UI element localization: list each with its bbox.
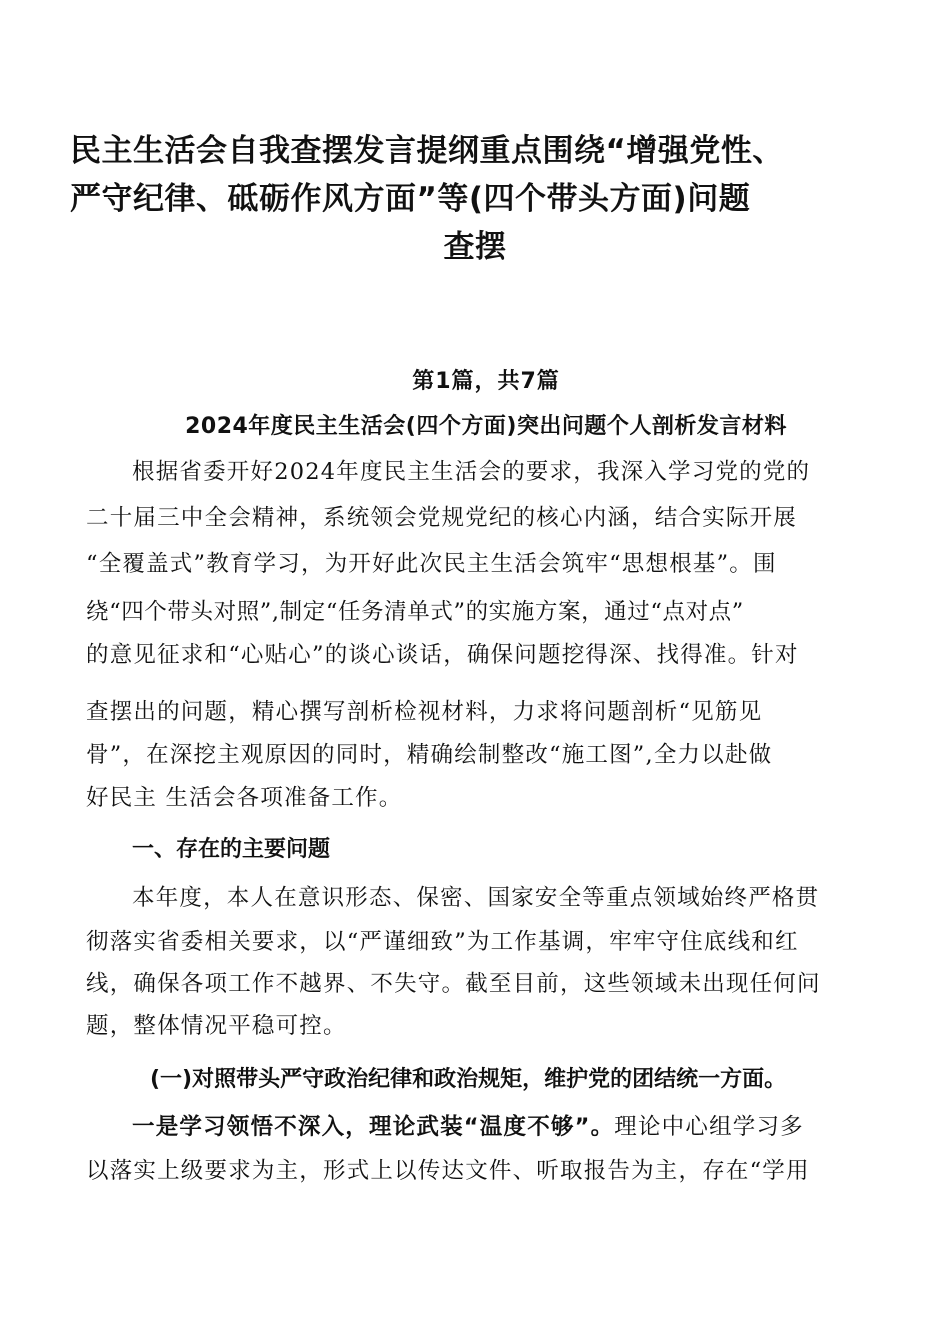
section-paragraph-line: 线，确保各项工作不越界、不失守。截至目前，这些领域未出现任何问 xyxy=(86,971,821,997)
intro-line: 的意见征求和“心贴心”的谈心谈话，确保问题挖得深、找得准。针对 xyxy=(86,642,799,668)
point-next-line: 以落实上级要求为主，形式上以传达文件、听取报告为主，存在“学用 xyxy=(86,1158,810,1184)
point-bold-lead: 一是学习领悟不深入，理论武装“温度不够”。 xyxy=(132,1114,615,1140)
intro-line: 查摆出的问题，精心撰写剖析检视材料，力求将问题剖析“见筋见 xyxy=(86,699,763,725)
intro-line: 好民主 生活会各项准备工作。 xyxy=(86,785,403,811)
point-text: 理论中心组学习多 xyxy=(614,1114,804,1140)
document-title-line-2: 严守纪律、砥砺作风方面”等(四个带头方面)问题 xyxy=(70,181,751,217)
section-paragraph-line: 题，整体情况平稳可控。 xyxy=(86,1013,347,1039)
section-paragraph-line: 彻落实省委相关要求，以“严谨细致”为工作基调，牢牢守住底线和红 xyxy=(86,929,799,955)
part-label: 第1篇，共7篇 xyxy=(412,369,560,394)
document-title-line-3: 查摆 xyxy=(443,229,507,265)
point-first-line xyxy=(132,1110,892,1144)
intro-line: “全覆盖式”教育学习，为开好此次民主生活会筑牢“思想根基”。围 xyxy=(86,551,777,577)
intro-line: 绕“四个带头对照”,制定“任务清单式”的实施方案，通过“点对点” xyxy=(86,599,744,625)
section-paragraph-line: 本年度，本人在意识形态、保密、国家安全等重点领域始终严格贯 xyxy=(132,885,820,911)
section-heading: 一、存在的主要问题 xyxy=(132,837,331,862)
intro-line: 根据省委开好2024年度民主生活会的要求，我深入学习党的党的 xyxy=(132,459,811,485)
document-subtitle: 2024年度民主生活会(四个方面)突出问题个人剖析发言材料 xyxy=(185,414,787,439)
document-title-line-1: 民主生活会自我查摆发言提纲重点围绕“增强党性、 xyxy=(70,133,784,169)
subsection-heading: (一)对照带头严守政治纪律和政治规矩，维护党的团结统一方面。 xyxy=(150,1067,787,1092)
intro-line: 骨”，在深挖主观原因的同时，精确绘制整改“施工图”,全力以赴做 xyxy=(86,742,773,768)
intro-line: 二十届三中全会精神，系统领会党规党纪的核心内涵，结合实际开展 xyxy=(86,505,798,531)
